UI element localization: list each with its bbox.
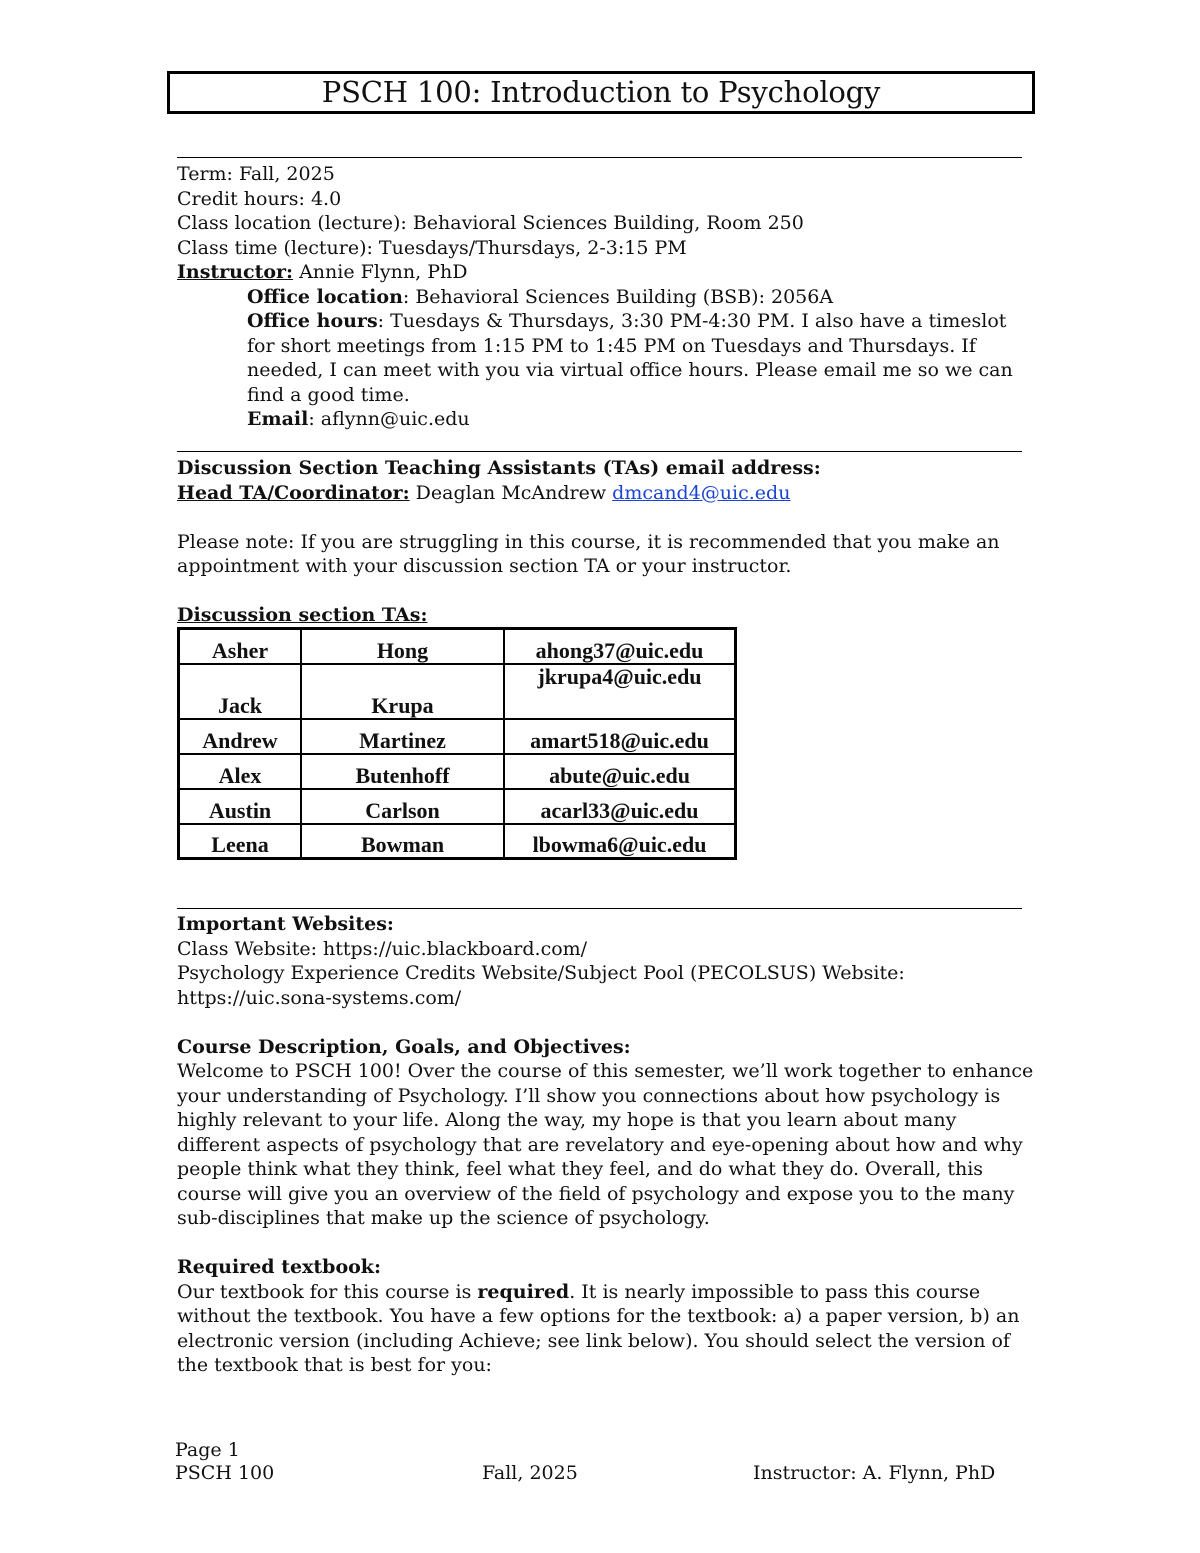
email-label: Email [247,408,309,430]
document-title: PSCH 100: Introduction to Psychology [167,71,1035,114]
head-ta-email-link[interactable]: dmcand4@uic.edu [612,481,791,504]
ta-email: lbowma6@uic.edu [504,824,736,859]
sona-url-line: https://uic.sona-systems.com/ [177,986,462,1009]
instructor-name: Annie Flynn, PhD [293,261,468,283]
ta-last-name: Bowman [301,824,504,859]
spacer [177,1010,1022,1035]
instructor-label: Instructor: [177,261,294,283]
spacer [177,579,1022,604]
office-location-label: Office location [247,285,403,308]
textbook-line: the textbook that is best for you: [177,1354,492,1376]
office-hours-line [177,309,1022,334]
divider-1 [177,157,1022,158]
table-row [179,664,736,719]
description-line: people think what they think, feel what they feel, and do what they do. Overall, this [177,1158,984,1180]
ta-first-name: Leena [179,824,302,859]
table-row [179,754,736,789]
ta-first-name: Asher [179,629,302,664]
course-info [177,162,1022,432]
ta-email: amart518@uic.edu [504,719,736,754]
footer-course: PSCH 100 [175,1462,275,1484]
office-hours-text-2: for short meetings from 1:15 PM to 1:45 PM on Tuesdays and Thursdays. If [247,334,976,357]
ta-first-name: Andrew [179,719,302,754]
ta-last-name: Martinez [301,719,504,754]
office-hours-text-3: needed, I can meet with you via virtual office hours. Please email me so we can [247,359,1013,381]
description-line: your understanding of Psychology. I’ll show you connections about how psychology is [177,1084,1001,1107]
head-ta-label: Head TA/Coordinator: [177,481,410,504]
ta-first-name: Alex [179,754,302,789]
textbook-line: electronic version (including Achieve; see link below). You should select the version of [177,1329,1010,1352]
office-location-value: : Behavioral Sciences Building (BSB): 2056A [402,285,834,308]
textbook-line: Our textbook for this course is required. It is nearly impossible to pass this course [177,1280,981,1303]
ta-last-name: Krupa [301,664,504,719]
description-line: Welcome to PSCH 100! Over the course of this semester, we’ll work together to enhance [177,1060,1034,1082]
divider-2 [177,451,1022,452]
class-location-line: Class location (lecture): Behavioral Sciences Building, Room 250 [177,212,804,234]
websites-heading: Important Websites: [177,913,394,935]
credit-hours-line: Credit hours: 4.0 [177,187,342,210]
spacer [177,1231,1022,1256]
sona-label-line: Psychology Experience Credits Website/Subject Pool (PECOLSUS) Website: [177,962,905,984]
class-time-line: Class time (lecture): Tuesdays/Thursdays, 2-3:15 PM [177,236,687,259]
head-ta-name: Deaglan McAndrew [409,481,613,504]
description-line: highly relevant to your life. Along the way, my hope is that you learn about many [177,1109,957,1131]
ta-table [177,627,737,860]
textbook-line: without the textbook. You have a few options for the textbook: a) a paper version, b) an [177,1305,1020,1327]
textbook-heading: Required textbook: [177,1256,381,1278]
websites-section [177,912,1034,1378]
table-row [179,789,736,824]
table-row [179,629,736,664]
ta-last-name: Butenhoff [301,754,504,789]
ta-table-heading: Discussion section TAs: [177,604,428,626]
ta-section-heading: Discussion Section Teaching Assistants (TAs) email address: [177,457,821,479]
footer-instructor: Instructor: A. Flynn, PhD [753,1462,996,1484]
spacer [177,505,1022,530]
ta-last-name: Hong [301,629,504,664]
office-hours-text-4: find a good time. [247,383,410,406]
note-line-1: Please note: If you are struggling in this course, it is recommended that you make an [177,530,1000,553]
table-row [179,719,736,754]
table-row [179,824,736,859]
email-line [177,407,1022,432]
ta-email: jkrupa4@uic.edu [504,664,736,719]
head-ta-line [177,481,1022,506]
note-line-2: appointment with your discussion section TA or your instructor. [177,555,792,577]
description-line: sub-disciplines that make up the science of psychology. [177,1207,710,1229]
term-line: Term: Fall, 2025 [177,163,335,185]
email-value: : aflynn@uic.edu [308,408,470,430]
footer-term: Fall, 2025 [482,1462,578,1484]
ta-contact-section [177,456,1022,628]
instructor-line [177,260,1022,285]
office-location-line [177,285,1022,310]
office-hours-text-1: : Tuesdays & Thursdays, 3:30 PM-4:30 PM. I also have a timeslot [377,310,1007,332]
footer-page-number: Page 1 [175,1439,240,1461]
office-hours-label: Office hours [247,310,378,332]
ta-first-name: Jack [179,664,302,719]
description-line: different aspects of psychology that are revelatory and eye-opening about how and why [177,1133,1023,1156]
divider-3 [177,908,1022,909]
description-heading: Course Description, Goals, and Objectives: [177,1035,631,1058]
ta-last-name: Carlson [301,789,504,824]
description-line: course will give you an overview of the field of psychology and expose you to the many [177,1182,1015,1205]
ta-email: acarl33@uic.edu [504,789,736,824]
ta-first-name: Austin [179,789,302,824]
ta-email: ahong37@uic.edu [504,629,736,664]
ta-email: abute@uic.edu [504,754,736,789]
class-website-line: Class Website: https://uic.blackboard.com/ [177,937,588,960]
